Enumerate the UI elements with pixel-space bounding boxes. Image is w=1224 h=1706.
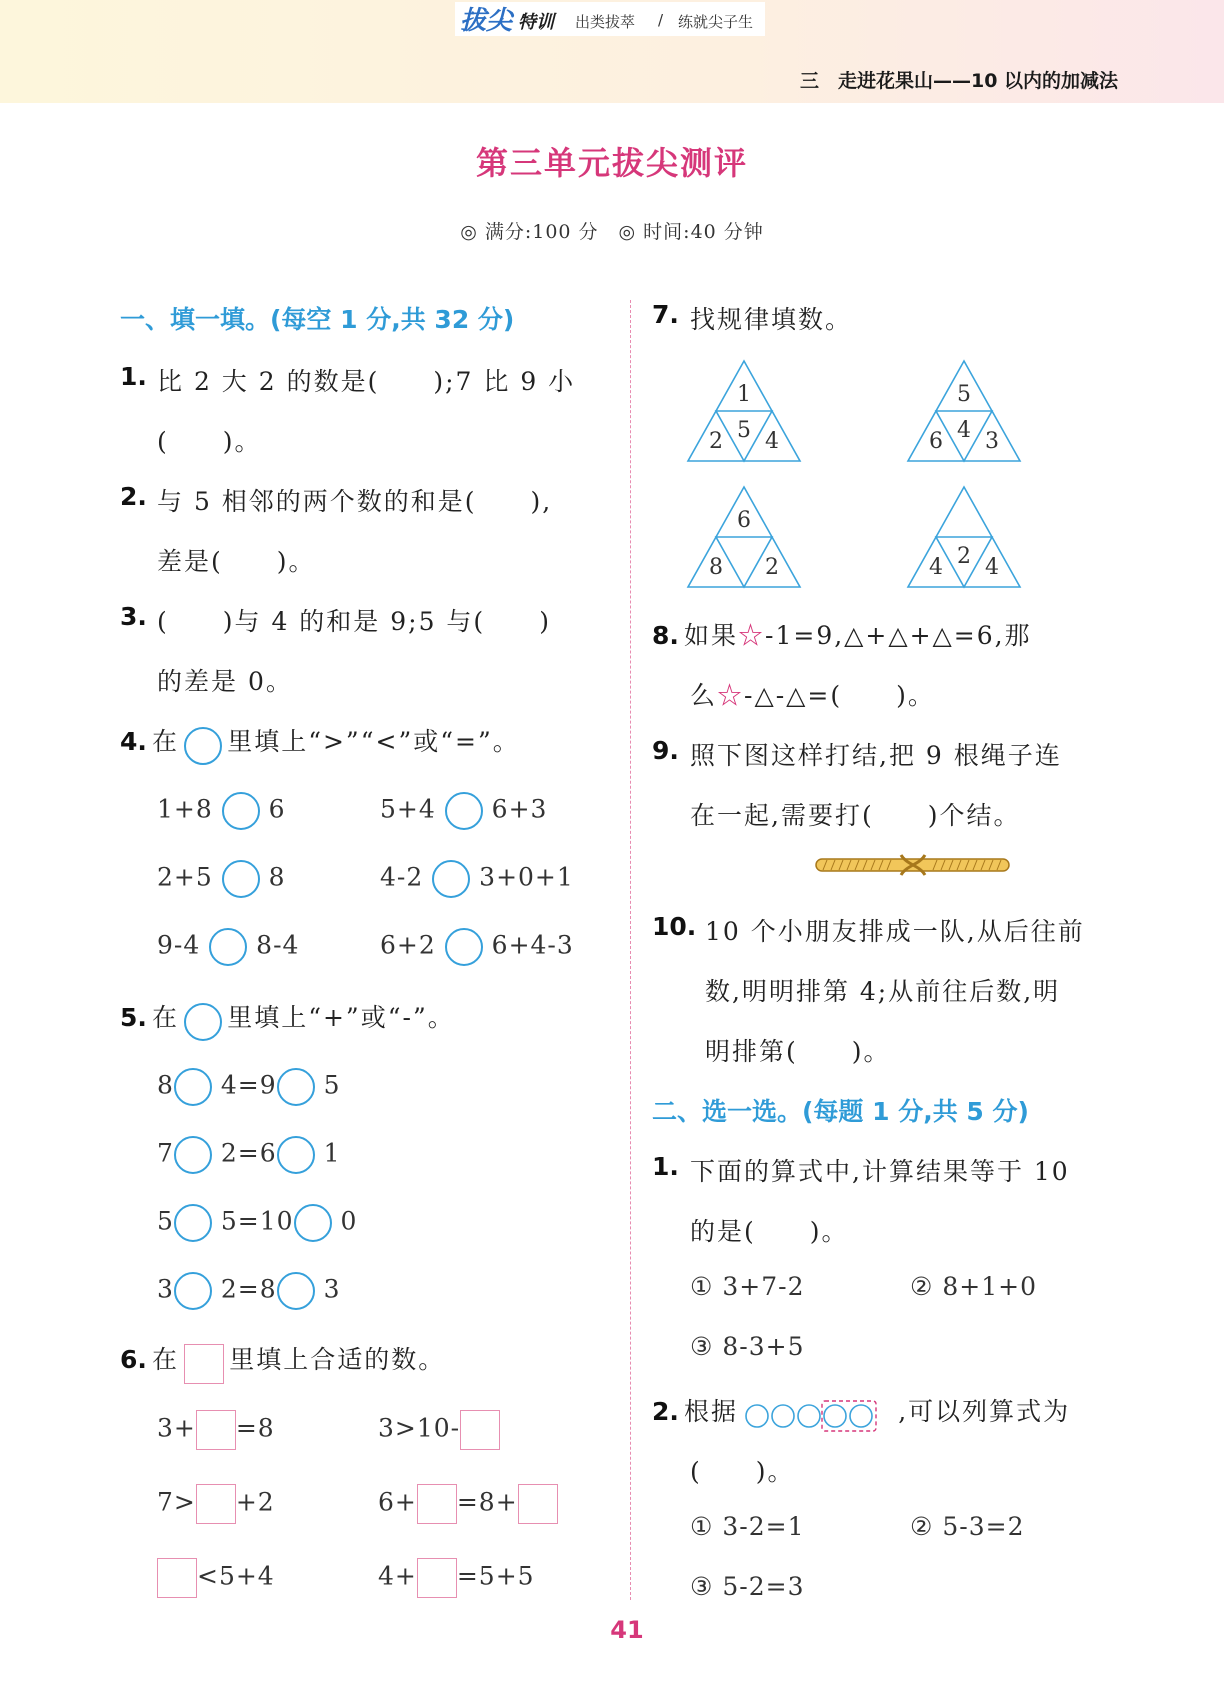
q10-line1: 10 个小朋友排成一队,从后往前: [705, 917, 1085, 946]
brand-title: 特训: [518, 12, 554, 33]
q6-item: <5+4: [157, 1558, 275, 1598]
q9-number: 9.: [652, 736, 679, 765]
column-divider: [630, 300, 631, 1600]
s2-q1-number: 1.: [652, 1152, 679, 1181]
q6-post: 里填上合适的数。: [229, 1345, 446, 1374]
s2-q1-line2: 的是( )。: [690, 1217, 849, 1246]
tri2-center: 4: [957, 418, 971, 443]
s2-q2-option-2[interactable]: ② 5-3=2: [910, 1512, 1025, 1541]
q4-post: 里填上“>”“<”或“=”。: [227, 727, 520, 756]
pattern-triangle: [688, 361, 800, 461]
q5-post: 里填上“+”或“-”。: [227, 1003, 455, 1032]
q5-item: 7 2=6 1: [157, 1136, 340, 1174]
answer-circle[interactable]: [222, 860, 260, 898]
q1-line2: ( )。: [157, 427, 262, 456]
tri4-center: 2: [957, 544, 971, 569]
rope-knot-icon: [815, 853, 1010, 877]
answer-box[interactable]: [417, 1558, 457, 1598]
q1-line1: 比 2 大 2 的数是( );7 比 9 小: [157, 367, 576, 396]
q3-line2: 的差是 0。: [157, 667, 293, 696]
brand-slogan-2: 练就尖子生: [678, 13, 754, 31]
tri3-top: 6: [737, 508, 751, 533]
s2-q1-option-1[interactable]: ① 3+7-2: [690, 1272, 805, 1301]
answer-circle[interactable]: [174, 1068, 212, 1106]
answer-circle[interactable]: [445, 928, 483, 966]
answer-box[interactable]: [417, 1484, 457, 1524]
answer-circle-sample: [184, 1003, 222, 1041]
q6-item: 3+ =8: [157, 1410, 275, 1450]
pattern-triangle: [908, 361, 1020, 461]
answer-box[interactable]: [518, 1484, 558, 1524]
tri2-right: 3: [985, 429, 999, 454]
q10-line3: 明排第( )。: [705, 1037, 891, 1066]
answer-circle[interactable]: [174, 1204, 212, 1242]
q4-prompt: [120, 722, 520, 765]
tri4-right: 4: [985, 555, 999, 580]
brand-separator: /: [658, 11, 664, 29]
q5-item: 3 2=8 3: [157, 1272, 340, 1310]
q7-number: 7.: [652, 300, 679, 329]
q6-pre: 在: [152, 1345, 180, 1374]
q4-item: 1+8 6: [157, 792, 286, 830]
answer-circle[interactable]: [174, 1272, 212, 1310]
answer-circle[interactable]: [432, 860, 470, 898]
answer-circle[interactable]: [277, 1272, 315, 1310]
tri2-left: 6: [929, 429, 943, 454]
answer-circle[interactable]: [445, 792, 483, 830]
s2-q1-option-2[interactable]: ② 8+1+0: [910, 1272, 1037, 1301]
q6-item: 4+ =5+5: [378, 1558, 535, 1598]
s2-q2-option-1[interactable]: ① 3-2=1: [690, 1512, 805, 1541]
q4-item: 2+5 8: [157, 860, 286, 898]
q2-number: 2.: [120, 482, 147, 511]
tri1-right: 4: [765, 429, 779, 454]
q4-item: 9-4 8-4: [157, 928, 299, 966]
page-header: [0, 0, 1224, 103]
q10-number: 10.: [652, 912, 697, 941]
answer-box[interactable]: [157, 1558, 197, 1598]
page-title: 第三单元拔尖测评: [475, 144, 748, 182]
q8-line2: 么☆-△-△=( )。: [690, 681, 935, 710]
q9-line2: 在一起,需要打( )个结。: [690, 801, 1021, 830]
answer-box[interactable]: [196, 1410, 236, 1450]
answer-circle[interactable]: [222, 792, 260, 830]
exam-meta: ◎ 满分:100 分 ◎ 时间:40 分钟: [460, 221, 764, 243]
q8-line1: 8. 如果☆-1=9,△+△+△=6,那: [652, 621, 1032, 650]
star-icon: ☆: [738, 621, 766, 650]
pattern-triangle: [908, 487, 1020, 587]
brand-slogan-1: 出类拔萃: [575, 13, 636, 31]
answer-box-sample: [184, 1344, 224, 1384]
section1-heading: 一、填一填。(每空 1 分,共 32 分): [120, 305, 515, 334]
q7-triangles: [680, 355, 1030, 610]
q10-line2: 数,明明排第 4;从前往后数,明: [705, 977, 1061, 1006]
q5-pre: 在: [152, 1003, 180, 1032]
q4-item: 5+4 6+3: [380, 792, 547, 830]
s2-q2-option-3[interactable]: ③ 5-2=3: [690, 1572, 805, 1601]
page-number: 41: [610, 1616, 644, 1644]
answer-circle[interactable]: [294, 1204, 332, 1242]
star-icon: ☆: [717, 681, 745, 710]
pattern-triangle: [688, 487, 800, 587]
q6-number: 6.: [120, 1345, 147, 1374]
answer-circle[interactable]: [209, 928, 247, 966]
answer-circle[interactable]: [174, 1136, 212, 1174]
tri2-top: 5: [957, 382, 971, 407]
q8-number: 8.: [652, 621, 679, 650]
tri4-left: 4: [929, 555, 943, 580]
answer-circle[interactable]: [277, 1068, 315, 1106]
q6-item: 7> +2: [157, 1484, 275, 1524]
q1-number: 1.: [120, 362, 147, 391]
q2-line2: 差是( )。: [157, 547, 316, 576]
answer-circle[interactable]: [277, 1136, 315, 1174]
q4-pre: 在: [152, 727, 180, 756]
answer-box[interactable]: [460, 1410, 500, 1450]
chapter-title: 三 走进花果山——10 以内的加减法: [800, 70, 1119, 92]
s2-q2-line2: ( )。: [690, 1457, 795, 1486]
s2-q1-option-3[interactable]: ③ 8-3+5: [690, 1332, 805, 1361]
tri3-left: 8: [709, 555, 723, 580]
q5-item: 5 5=10 0: [157, 1204, 357, 1242]
circles-figure: [743, 1399, 893, 1433]
q5-prompt: [120, 998, 455, 1041]
tri1-left: 2: [709, 429, 723, 454]
q9-line1: 照下图这样打结,把 9 根绳子连: [690, 741, 1062, 770]
s2-q2-line1: 2. 根据 ,可以列算式为: [652, 1392, 1070, 1433]
tri1-center: 5: [737, 418, 751, 443]
tri3-right: 2: [765, 555, 779, 580]
q4-number: 4.: [120, 727, 147, 756]
s2-q1-line1: 下面的算式中,计算结果等于 10: [690, 1157, 1070, 1186]
q6-item: 6+ =8+: [378, 1484, 558, 1524]
q4-item: 6+2 6+4-3: [380, 928, 574, 966]
q2-line1: 与 5 相邻的两个数的和是( ),: [157, 487, 553, 516]
q3-line1: ( )与 4 的和是 9;5 与( ): [157, 607, 551, 636]
answer-box[interactable]: [196, 1484, 236, 1524]
q5-number: 5.: [120, 1003, 147, 1032]
brand-logo: 拔尖: [460, 6, 513, 36]
q4-item: 4-2 3+0+1: [380, 860, 574, 898]
q6-item: 3>10-: [378, 1410, 500, 1450]
q7-text: 找规律填数。: [690, 305, 853, 334]
q5-item: 8 4=9 5: [157, 1068, 340, 1106]
section2-heading: 二、选一选。(每题 1 分,共 5 分): [652, 1097, 1029, 1126]
s2-q2-number: 2.: [652, 1397, 679, 1426]
answer-circle-sample: [184, 727, 222, 765]
q3-number: 3.: [120, 602, 147, 631]
q6-prompt: [120, 1340, 445, 1384]
tri1-top: 1: [737, 382, 751, 407]
